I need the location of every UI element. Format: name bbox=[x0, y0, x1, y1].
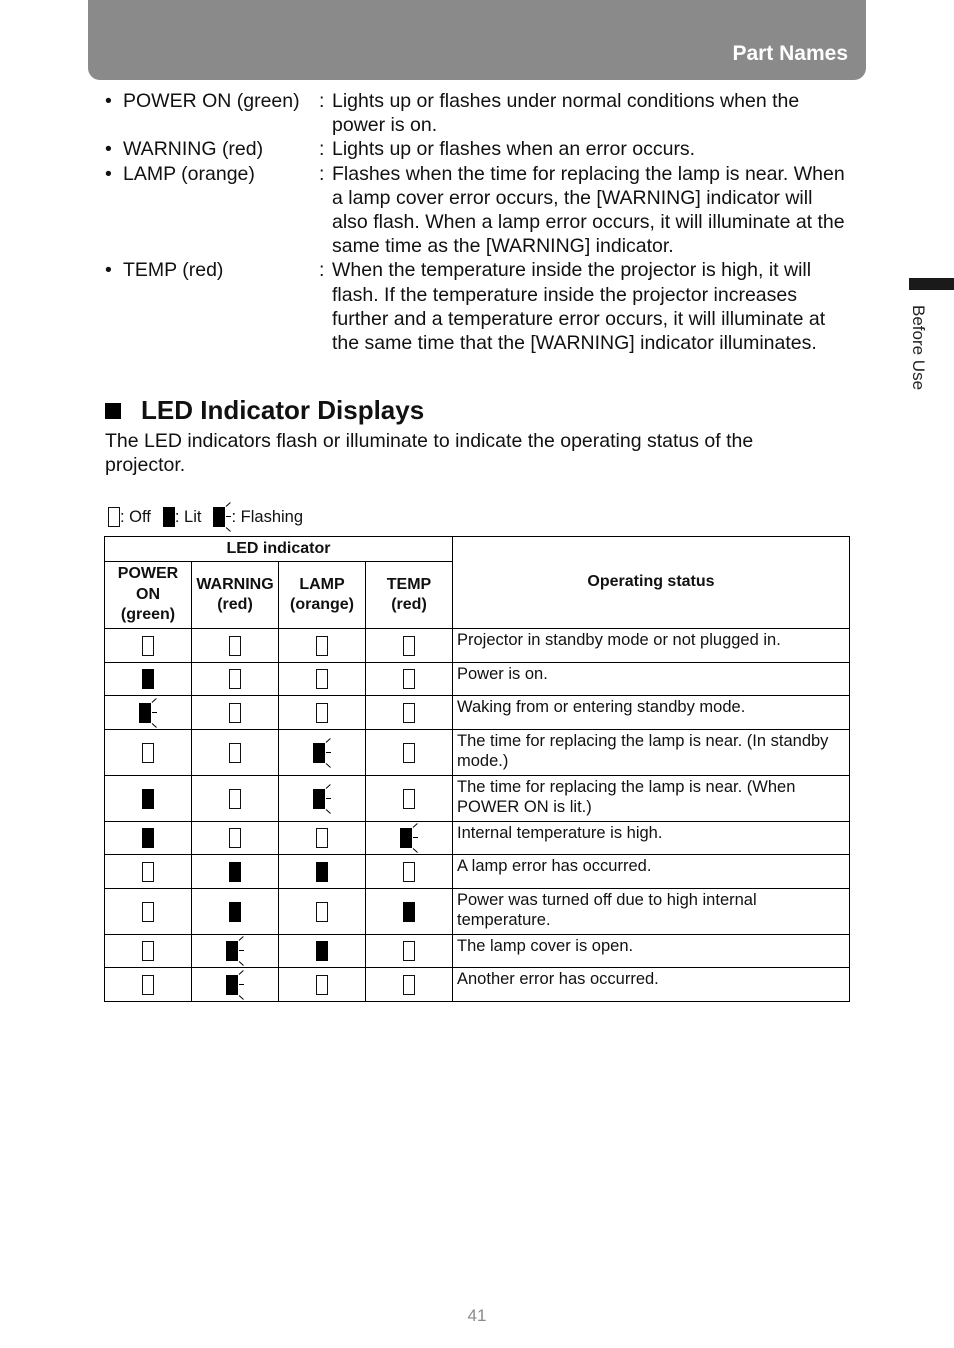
bullet-desc: Lights up or flashes under normal conditions when the power is on. bbox=[332, 90, 800, 137]
led-cell-power-on bbox=[105, 889, 192, 935]
header-line: (orange) bbox=[290, 596, 354, 613]
legend-flashing bbox=[213, 507, 303, 527]
indicator-bullet-list bbox=[105, 89, 850, 355]
led-off-icon bbox=[403, 789, 415, 809]
led-off-icon bbox=[142, 743, 154, 763]
led-lit-icon bbox=[316, 941, 328, 961]
table-row bbox=[105, 822, 850, 855]
led-cell-temp bbox=[366, 776, 453, 822]
bullet-colon: : bbox=[319, 162, 325, 185]
operating-status-cell: Waking from or entering standby mode. bbox=[453, 696, 850, 730]
led-off-icon bbox=[229, 789, 241, 809]
page-header-band bbox=[88, 0, 866, 80]
header-line: (red) bbox=[391, 596, 427, 613]
bullet-item bbox=[105, 162, 850, 259]
operating-status-cell: Another error has occurred. bbox=[453, 968, 850, 1002]
led-off-icon bbox=[403, 862, 415, 882]
led-flashing-icon bbox=[313, 789, 325, 809]
legend-off bbox=[108, 507, 151, 527]
section-title: LED Indicator Displays bbox=[141, 395, 425, 425]
legend-lit-label: : Lit bbox=[174, 507, 202, 526]
led-cell-power-on bbox=[105, 776, 192, 822]
bullet-term: LAMP (orange) bbox=[123, 162, 255, 185]
led-cell-warning bbox=[192, 663, 279, 696]
led-off-icon bbox=[316, 902, 328, 922]
table-row bbox=[105, 663, 850, 696]
led-table-body bbox=[105, 629, 850, 1002]
table-row bbox=[105, 855, 850, 889]
led-cell-warning bbox=[192, 629, 279, 663]
led-cell-lamp bbox=[279, 696, 366, 730]
led-cell-warning bbox=[192, 696, 279, 730]
bullet-colon: : bbox=[319, 90, 325, 112]
operating-status-cell: The time for replacing the lamp is near. (In standby mode.) bbox=[453, 730, 850, 776]
led-off-icon bbox=[403, 636, 415, 656]
led-cell-power-on bbox=[105, 696, 192, 730]
led-cell-power-on bbox=[105, 663, 192, 696]
page-number: 41 bbox=[467, 1306, 487, 1325]
led-lit-icon bbox=[229, 862, 241, 882]
led-legend bbox=[108, 507, 315, 527]
led-off-icon bbox=[142, 636, 154, 656]
bullet-colon: : bbox=[319, 259, 325, 282]
operating-status-cell: Projector in standby mode or not plugged in. bbox=[453, 629, 850, 663]
led-off-icon bbox=[142, 862, 154, 882]
led-lit-icon bbox=[403, 902, 415, 922]
table-row bbox=[105, 730, 850, 776]
led-off-icon bbox=[229, 828, 241, 848]
led-cell-temp bbox=[366, 629, 453, 663]
table-row bbox=[105, 968, 850, 1002]
table-row bbox=[105, 935, 850, 968]
section-intro: The LED indicators flash or illuminate to indicate the operating status of the projector. bbox=[105, 430, 754, 477]
header-line: (red) bbox=[217, 596, 253, 613]
led-off-icon bbox=[108, 507, 120, 527]
led-flashing-icon bbox=[139, 703, 151, 723]
bullet-term: TEMP (red) bbox=[123, 259, 224, 282]
header-line: LAMP bbox=[299, 575, 345, 593]
operating-status-cell: Power was turned off due to high internal temperature. bbox=[453, 889, 850, 935]
led-off-icon bbox=[403, 669, 415, 689]
led-cell-temp bbox=[366, 663, 453, 696]
bullet-desc: Lights up or flashes when an error occurs. bbox=[332, 138, 696, 161]
led-off-icon bbox=[316, 703, 328, 723]
led-cell-power-on bbox=[105, 629, 192, 663]
led-flashing-icon bbox=[400, 828, 412, 848]
led-off-icon bbox=[229, 636, 241, 656]
operating-status-cell: Power is on. bbox=[453, 663, 850, 696]
column-header-warning bbox=[192, 562, 279, 629]
led-off-icon bbox=[316, 975, 328, 995]
bullet-term: WARNING (red) bbox=[123, 138, 264, 161]
led-off-icon bbox=[316, 669, 328, 689]
led-off-icon bbox=[403, 941, 415, 961]
led-flashing-icon bbox=[226, 975, 238, 995]
table-row bbox=[105, 776, 850, 822]
led-lit-icon bbox=[142, 789, 154, 809]
column-header-temp bbox=[366, 562, 453, 629]
bullet-item bbox=[105, 258, 850, 355]
led-indicator-table bbox=[104, 536, 850, 1002]
led-off-icon bbox=[142, 941, 154, 961]
column-header-power-on bbox=[105, 562, 192, 629]
table-row bbox=[105, 629, 850, 663]
led-cell-lamp bbox=[279, 935, 366, 968]
led-cell-warning bbox=[192, 730, 279, 776]
column-header-lamp bbox=[279, 562, 366, 629]
led-cell-temp bbox=[366, 696, 453, 730]
led-lit-icon bbox=[142, 669, 154, 689]
square-bullet-icon bbox=[105, 403, 121, 419]
led-cell-lamp bbox=[279, 968, 366, 1002]
led-off-icon bbox=[142, 902, 154, 922]
operating-status-cell: Internal temperature is high. bbox=[453, 822, 850, 855]
legend-lit bbox=[163, 507, 202, 527]
operating-status-header: Operating status bbox=[453, 537, 850, 629]
led-flashing-icon bbox=[213, 507, 225, 527]
led-cell-power-on bbox=[105, 855, 192, 889]
led-cell-warning bbox=[192, 935, 279, 968]
bullet-colon: : bbox=[319, 138, 325, 161]
led-cell-temp bbox=[366, 889, 453, 935]
led-cell-warning bbox=[192, 822, 279, 855]
led-lit-icon bbox=[163, 507, 175, 527]
led-cell-lamp bbox=[279, 629, 366, 663]
bullet-dot: • bbox=[105, 90, 112, 112]
led-indicator-group-header: LED indicator bbox=[105, 537, 453, 562]
bullet-term: POWER ON (green) bbox=[123, 90, 300, 112]
legend-off-label: : Off bbox=[120, 507, 151, 526]
operating-status-cell: A lamp error has occurred. bbox=[453, 855, 850, 889]
side-tab-label: Before Use bbox=[909, 305, 928, 391]
bullet-item bbox=[105, 137, 850, 161]
led-off-icon bbox=[229, 669, 241, 689]
led-cell-temp bbox=[366, 855, 453, 889]
led-cell-power-on bbox=[105, 822, 192, 855]
led-cell-warning bbox=[192, 968, 279, 1002]
led-off-icon bbox=[229, 703, 241, 723]
led-cell-warning bbox=[192, 889, 279, 935]
led-cell-temp bbox=[366, 935, 453, 968]
led-cell-temp bbox=[366, 968, 453, 1002]
led-off-icon bbox=[403, 703, 415, 723]
led-cell-warning bbox=[192, 855, 279, 889]
led-cell-power-on bbox=[105, 730, 192, 776]
led-cell-lamp bbox=[279, 730, 366, 776]
led-cell-lamp bbox=[279, 663, 366, 696]
side-tab-marker bbox=[909, 278, 954, 290]
bullet-desc: When the temperature inside the projector is high, it will flash. If the temperature inside the projector increases further and a temperature error occurs, it will illuminate at the same time that the [WARNING] indicator illuminates. bbox=[332, 259, 826, 355]
header-title: Part Names bbox=[732, 42, 848, 65]
led-lit-icon bbox=[142, 828, 154, 848]
led-off-icon bbox=[229, 743, 241, 763]
header-line: (green) bbox=[120, 606, 176, 624]
header-line: POWER bbox=[117, 565, 179, 583]
table-row bbox=[105, 696, 850, 730]
led-off-icon bbox=[316, 828, 328, 848]
operating-status-cell: The time for replacing the lamp is near. (When POWER ON is lit.) bbox=[453, 776, 850, 822]
led-cell-temp bbox=[366, 730, 453, 776]
led-cell-warning bbox=[192, 776, 279, 822]
header-line: WARNING bbox=[196, 575, 274, 593]
led-cell-lamp bbox=[279, 776, 366, 822]
led-cell-lamp bbox=[279, 889, 366, 935]
led-lit-icon bbox=[316, 862, 328, 882]
led-off-icon bbox=[142, 975, 154, 995]
led-off-icon bbox=[316, 636, 328, 656]
bullet-dot: • bbox=[105, 138, 112, 161]
header-line: TEMP bbox=[386, 575, 432, 593]
bullet-item bbox=[105, 89, 850, 137]
led-cell-lamp bbox=[279, 822, 366, 855]
led-cell-temp bbox=[366, 822, 453, 855]
led-cell-power-on bbox=[105, 968, 192, 1002]
operating-status-cell: The lamp cover is open. bbox=[453, 935, 850, 968]
led-off-icon bbox=[403, 975, 415, 995]
bullet-dot: • bbox=[105, 259, 112, 282]
header-line: ON bbox=[136, 585, 160, 603]
table-row bbox=[105, 889, 850, 935]
legend-flashing-label: : Flashing bbox=[231, 507, 304, 526]
bullet-dot: • bbox=[105, 162, 112, 185]
led-lit-icon bbox=[229, 902, 241, 922]
led-flashing-icon bbox=[226, 941, 238, 961]
led-off-icon bbox=[403, 743, 415, 763]
led-cell-power-on bbox=[105, 935, 192, 968]
led-flashing-icon bbox=[313, 743, 325, 763]
led-cell-lamp bbox=[279, 855, 366, 889]
bullet-desc: Flashes when the time for replacing the lamp is near. When a lamp cover error occurs, the [WARNING] indicator will also flash. When a lamp error occurs, it will illuminate at the same time as the [WARNING] indicator. bbox=[332, 162, 845, 258]
section-heading bbox=[105, 395, 424, 426]
